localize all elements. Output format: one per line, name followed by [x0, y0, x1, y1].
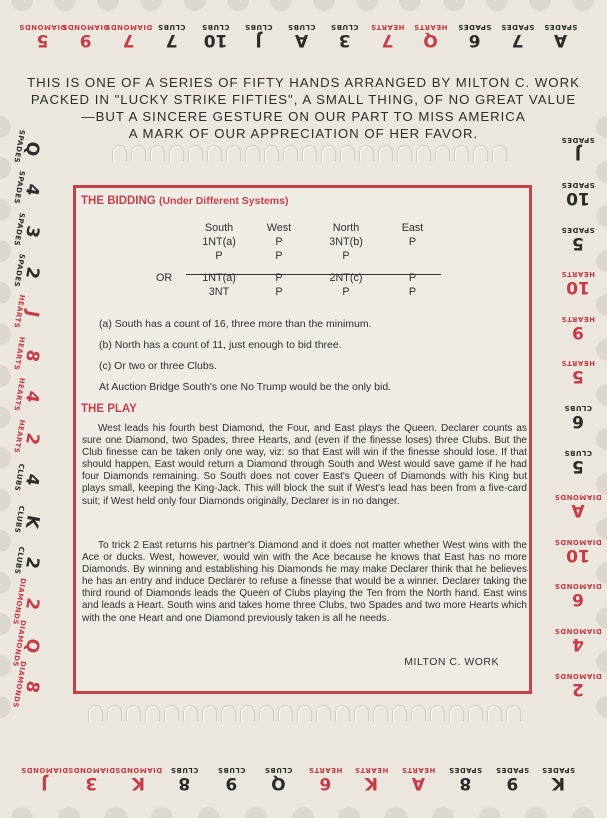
tab-suit: HEARTS [413, 23, 448, 32]
tab-rank: Q [423, 30, 439, 51]
bid-cell-or: OR [156, 272, 173, 284]
tab-suit: CLUBS [13, 546, 26, 575]
tab-suit: SPADES [448, 766, 482, 775]
tab-rank: 6 [572, 411, 584, 432]
tab-suit: DIAMONDS [554, 672, 602, 681]
tab-suit: HEARTS [12, 294, 27, 330]
right-edge-tab [556, 484, 600, 528]
bid-cell: P [342, 250, 350, 262]
bottom-edge-tab [536, 752, 581, 806]
bidding-divider [186, 274, 441, 275]
tab-suit: SPADES [561, 181, 595, 190]
tab-rank: J [574, 143, 582, 164]
tab-rank: A [294, 30, 309, 51]
embossed-notch [150, 145, 165, 161]
bidding-table [156, 221, 441, 299]
bid-cell [156, 285, 188, 299]
bid-cell: P [275, 272, 283, 284]
right-edge-tab [556, 217, 600, 261]
tab-suit: DIAMONDS [554, 538, 602, 547]
header-line: —BUT A SINCERE GESTURE ON OUR PART TO MISS AMERICA [81, 109, 526, 124]
right-edge-tab [556, 261, 600, 305]
embossed-notch [359, 145, 374, 161]
tab-rank: A [411, 773, 425, 794]
tab-rank: J [22, 309, 43, 320]
card-header-text [20, 74, 587, 142]
tab-suit: DIAMONDS [105, 23, 153, 32]
tab-rank: 2 [21, 555, 44, 571]
tab-suit: DIAMONDS [20, 766, 69, 775]
tab-suit: SPADES [561, 136, 595, 145]
tab-suit: HEARTS [401, 766, 436, 775]
tab-suit: CLUBS [170, 766, 199, 775]
bidding-row [156, 285, 441, 299]
embossed-notch [392, 705, 407, 721]
play-paragraph: West leads his fourth best Diamond, the Four, and East plays the Queen. Declarer counts as sure one Diamond, two Spades, three Hearts, and (even if the finesse loses) three Clubs. But the Club finesse can be taken only one way, viz: so that East will win if the finesse should lose. If that should happen, East would return a Diamond through South and West would save game if he had four Diamonds remaining. So South does not cover East's Queen of Diamonds with his King but plays small, keeping the King-Jack. This will block the suit if West's lead has been from a five-card suit; if West held only four Diamonds originally, Declarer is in no danger. [82, 423, 527, 507]
bidding-note: At Auction Bridge South's one No Trump would be the only bid. [99, 381, 392, 393]
embossed-notch [131, 145, 146, 161]
tab-suit: HEARTS [561, 270, 595, 279]
tab-rank: Q [270, 773, 286, 794]
bidding-heading [81, 195, 288, 207]
tab-rank: 4 [21, 389, 44, 405]
embossed-notch [449, 705, 464, 721]
bid-cell: P [275, 236, 283, 248]
bidding-note: (a) South has a count of 16, three more than the minimum. [99, 318, 372, 330]
tab-rank: 3 [21, 223, 44, 239]
tab-rank: J [255, 30, 262, 51]
tab-rank: 10 [566, 277, 590, 298]
embossed-notch [126, 705, 141, 721]
tab-suit: CLUBS [217, 766, 246, 775]
tab-rank: 5 [572, 233, 584, 254]
tab-suit: DIAMONDS [114, 766, 162, 775]
tab-suit: HEARTS [307, 766, 342, 775]
tab-rank: 10 [203, 30, 228, 51]
bottom-edge-tab [22, 752, 67, 806]
header-line: THIS IS ONE OF A SERIES OF FIFTY HANDS ARRANGED BY MILTON C. WORK [27, 75, 580, 90]
embossed-notch [430, 705, 445, 721]
bottom-edge-tab [116, 752, 161, 806]
embossed-notch [335, 705, 350, 721]
embossed-notch [240, 705, 255, 721]
tab-suit: SPADES [12, 170, 27, 205]
bid-cell: 1NT(a) [202, 272, 236, 284]
tab-suit: HEARTS [354, 766, 389, 775]
embossed-notch [297, 705, 312, 721]
tab-suit: HEARTS [12, 377, 27, 413]
tab-suit: CLUBS [287, 23, 316, 32]
top-edge-tab [18, 10, 67, 62]
embossed-notch [492, 145, 507, 161]
bid-cell: P [275, 286, 283, 298]
edge-scallop [245, 807, 267, 818]
bidding-note: (b) North has a count of 11, just enough to bid three. [99, 339, 342, 351]
top-edge-tab [454, 10, 495, 62]
tab-suit: HEARTS [561, 359, 595, 368]
edge-scallop [11, 807, 33, 818]
tab-suit: HEARTS [12, 335, 27, 371]
bottom-edge-tab [209, 752, 254, 806]
bottom-edge-tab [303, 752, 348, 806]
bid-cell: 3NT(b) [329, 236, 363, 248]
top-edge-tab [497, 10, 538, 62]
bid-cell: 3NT [208, 286, 230, 298]
tab-suit: CLUBS [244, 23, 273, 32]
play-heading: THE PLAY [81, 403, 137, 415]
tab-rank: 6 [572, 589, 584, 610]
embossed-notch [435, 145, 450, 161]
embossed-notch [202, 705, 217, 721]
tab-suit: CLUBS [158, 23, 186, 32]
embossed-notch [316, 705, 331, 721]
tab-rank: 3 [85, 773, 98, 794]
tab-suit: SPADES [561, 226, 595, 235]
bid-cell [156, 235, 188, 249]
tab-rank: 5 [572, 366, 584, 387]
right-edge-tab [556, 395, 600, 439]
tab-rank: Q [21, 636, 44, 655]
bottom-edge-tab [396, 752, 441, 806]
tab-suit: HEARTS [12, 418, 27, 454]
bidding-row [156, 249, 441, 263]
edge-scallop [432, 807, 454, 818]
header-line: PACKED IN "LUCKY STRIKE FIFTIES", A SMALL THING, OF NO GREAT VALUE [30, 92, 577, 107]
tab-rank: 4 [21, 182, 44, 198]
tab-rank: 4 [572, 634, 584, 655]
edge-scallop [572, 807, 594, 818]
edge-scallop [338, 807, 360, 818]
top-edge-tab [410, 10, 451, 62]
bottom-edge-tab [490, 752, 535, 806]
right-edge-tab [556, 172, 600, 216]
tab-suit: CLUBS [13, 463, 26, 493]
tab-rank: 5 [572, 456, 584, 477]
tab-suit: HEARTS [370, 23, 405, 32]
bottom-edge-tab [349, 752, 394, 806]
tab-rank: 9 [225, 773, 238, 794]
author-signature: MILTON C. WORK [404, 656, 499, 668]
tab-suit: SPADES [12, 211, 27, 247]
tab-rank: 3 [338, 30, 351, 51]
top-edge-tab [61, 10, 110, 62]
right-edge-tab [556, 529, 600, 573]
bid-cell: P [408, 272, 417, 284]
tab-rank: 10 [566, 188, 590, 209]
tab-rank: 8 [21, 679, 44, 695]
tab-suit: DIAMONDS [554, 627, 602, 636]
tab-suit: SPADES [12, 253, 27, 288]
top-edge-tab [281, 10, 322, 62]
top-edge-tab [238, 10, 279, 62]
tab-suit: SPADES [457, 23, 491, 32]
right-edge-tab [556, 663, 600, 707]
tab-rank: A [553, 30, 567, 51]
tab-rank: 4 [21, 472, 44, 488]
top-edge-tab [324, 10, 365, 62]
bid-cell [156, 249, 188, 263]
bid-cell: P [408, 236, 417, 248]
embossed-notch [164, 705, 179, 721]
tab-suit: CLUBS [564, 449, 592, 458]
bid-cell: P [275, 250, 283, 262]
right-edge-tab [556, 440, 600, 484]
tab-rank: Q [21, 139, 44, 158]
right-edge-tab [556, 306, 600, 350]
embossed-notch [259, 705, 274, 721]
tab-rank: 2 [572, 679, 584, 700]
play-paragraph: To trick 2 East returns his partner's Diamond and it does not matter whether West wins with the Ace or ducks. West, however, would win with the Ace because he knows that East has no more Diamonds. By winning and establishing his Diamonds he may make Declarer think that he believes he has an entry and induce Declarer to refuse a finesse that would be a winner. Declarer taking the third round of Diamonds leads the Queen of Clubs playing the Ten from the North hand. East wins and leads a Heart. South wins and takes home three Clubs, two Spades and two more Hearts which with the one Heart and one Diamond previously taken is all he needs. [82, 540, 527, 624]
embossed-notch [283, 145, 298, 161]
top-edge-tab [151, 10, 192, 62]
tab-rank: K [552, 773, 566, 794]
top-edge-tab [367, 10, 408, 62]
tab-rank: 9 [505, 773, 518, 794]
embossed-notch [145, 705, 160, 721]
tab-rank: 7 [166, 30, 178, 51]
embossed-notch [221, 705, 236, 721]
right-edge-tab [556, 618, 600, 662]
bottom-edge-tab [69, 752, 114, 806]
tab-rank: K [21, 513, 44, 530]
embossed-notch [278, 705, 293, 721]
embossed-notch [468, 705, 483, 721]
embossed-notch [112, 145, 127, 161]
embossed-notch [88, 705, 103, 721]
tab-suit: CLUBS [564, 404, 592, 413]
embossed-notch [397, 145, 412, 161]
tab-rank: K [365, 773, 379, 794]
embossed-notch [321, 145, 336, 161]
edge-scallop [105, 807, 127, 818]
edge-scallop [525, 807, 547, 818]
tab-suit: DIAMONDS [18, 23, 67, 32]
embossed-notch [264, 145, 279, 161]
tab-suit: DIAMONDS [554, 582, 602, 591]
tab-suit: SPADES [541, 766, 576, 775]
right-edge-tab [556, 350, 600, 394]
bidding-note: (c) Or two or three Clubs. [99, 360, 217, 372]
embossed-notch [207, 145, 222, 161]
header-south: South [204, 222, 234, 234]
tab-suit: SPADES [495, 766, 529, 775]
bottom-edge-tab [162, 752, 207, 806]
tab-rank: 7 [511, 30, 524, 51]
edge-scallop [385, 807, 407, 818]
bidding-header-row [156, 221, 441, 235]
embossed-notch [487, 705, 502, 721]
tab-suit: CLUBS [201, 23, 230, 32]
tab-rank: 9 [572, 322, 584, 343]
tab-rank: 7 [381, 30, 394, 51]
embossed-notch [416, 145, 431, 161]
bottom-edge-tab [256, 752, 301, 806]
tab-suit: CLUBS [330, 23, 359, 32]
tab-suit: CLUBS [264, 766, 293, 775]
top-edge-tab [195, 10, 236, 62]
bottom-edge-tab [443, 752, 488, 806]
header-north: North [332, 222, 360, 234]
tab-suit: DIAMONDS [11, 619, 28, 668]
edge-scallop [596, 696, 607, 718]
edge-scallop [58, 807, 80, 818]
top-edge-tab [105, 10, 153, 62]
embossed-notch [378, 145, 393, 161]
embossed-notch [169, 145, 184, 161]
tab-rank: J [41, 773, 48, 794]
embossed-notch [454, 145, 469, 161]
tab-suit: DIAMONDS [61, 23, 110, 32]
bid-cell: P [408, 286, 417, 298]
tab-suit: CLUBS [13, 504, 26, 534]
tab-rank: 8 [178, 773, 191, 794]
bid-cell [384, 249, 441, 263]
tab-rank: 6 [318, 773, 331, 794]
header-east: East [401, 222, 424, 234]
embossed-notch [506, 705, 521, 721]
tab-rank: 9 [79, 30, 92, 51]
header-line: A MARK OF OUR APPRECIATION OF HER FAVOR. [128, 126, 479, 141]
bid-cell: 2NT(c) [329, 272, 363, 284]
embossed-notch [473, 145, 488, 161]
edge-scallop [479, 807, 501, 818]
top-edge-tab [540, 10, 581, 62]
edge-scallop [198, 807, 220, 818]
tab-rank: 6 [468, 30, 481, 51]
embossed-notch [340, 145, 355, 161]
tab-suit: SPADES [543, 23, 578, 32]
tab-suit: SPADES [12, 128, 27, 164]
embossed-notch [302, 145, 317, 161]
tab-rank: 5 [36, 30, 49, 51]
embossed-notch [354, 705, 369, 721]
tab-rank: 10 [566, 545, 590, 566]
tab-suit: HEARTS [561, 315, 595, 324]
bid-cell: P [215, 250, 223, 262]
bidding-play-panel [73, 185, 532, 694]
embossed-notch [373, 705, 388, 721]
tab-rank: A [571, 500, 585, 521]
tab-rank: 8 [459, 773, 472, 794]
tab-suit: SPADES [500, 23, 535, 32]
embossed-notch [188, 145, 203, 161]
edge-scallop [292, 807, 314, 818]
tab-rank: K [131, 773, 145, 794]
tab-suit: DIAMONDS [11, 577, 28, 627]
tab-rank: 2 [21, 265, 44, 281]
tab-rank: 8 [21, 348, 44, 364]
embossed-notch [245, 145, 260, 161]
bidding-title: THE BIDDING [81, 195, 156, 207]
right-edge-tab [556, 573, 600, 617]
header-west: West [266, 222, 292, 234]
tab-rank: 2 [21, 596, 44, 612]
bid-cell: P [342, 286, 350, 298]
bidding-row [156, 235, 441, 249]
tab-rank: 2 [21, 430, 44, 447]
tab-suit: DIAMONDS [11, 660, 28, 709]
tab-suit: DIAMONDS [67, 766, 115, 775]
edge-scallop [151, 807, 173, 818]
embossed-notch [226, 145, 241, 161]
bidding-subtitle: (Under Different Systems) [158, 195, 289, 207]
embossed-notch [411, 705, 426, 721]
bid-cell: 1NT(a) [202, 236, 236, 248]
tab-rank: 7 [122, 30, 135, 51]
embossed-notch [107, 705, 122, 721]
embossed-notch [183, 705, 198, 721]
tab-suit: DIAMONDS [554, 493, 602, 502]
